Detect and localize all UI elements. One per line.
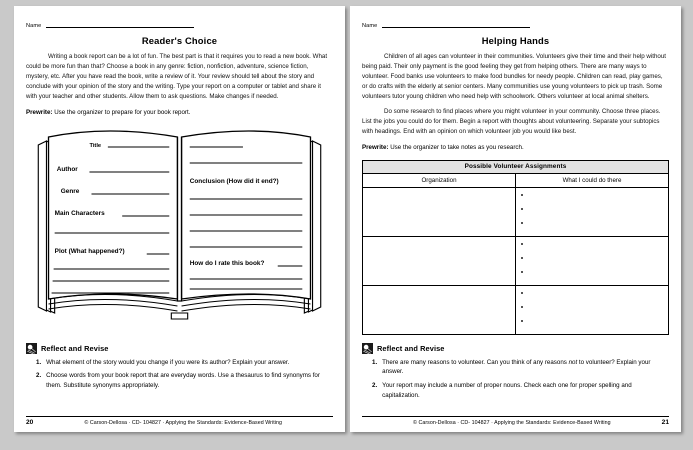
- organizer-field-rating: How do I rate this book?: [189, 259, 265, 267]
- list-item: [372, 358, 669, 377]
- table-caption-row: [363, 160, 669, 173]
- page-number: 20: [26, 419, 34, 426]
- bullet-item[interactable]: [521, 219, 668, 233]
- name-field-row: [26, 16, 333, 29]
- question-text: [382, 358, 669, 377]
- tasks-cell[interactable]: [516, 187, 669, 236]
- bullet-list: [521, 240, 668, 282]
- page-reader-choice: [14, 6, 345, 432]
- column-header-what-i-could-do: What I could do there: [516, 173, 669, 187]
- page-title: Reader's Choice: [141, 35, 218, 46]
- table-header-row: [363, 173, 669, 187]
- list-item: [372, 381, 669, 400]
- question-number: 1.: [372, 358, 378, 366]
- reflect-questions-left: [26, 358, 333, 395]
- tasks-cell[interactable]: [516, 236, 669, 285]
- intro-paragraph-1: Children of all ages can volunteer in their communities. Volunteers give their time and their help without being paid. Their only payment is the good feeling they get from helping others. There are many ways to volunteer. Food banks use volunteers to make food bundles for needy people. Children can read, play games, or do crafts with the elderly at senior centers. Many communities use young volunteers to pick up trash. Some volunteers tutor young children who need help with schoolwork. Others volunteer at local animal shelters.: [362, 53, 667, 101]
- bullet-item[interactable]: [521, 240, 668, 254]
- prewrite-label: Prewrite:: [362, 144, 389, 152]
- page-title: Helping Hands: [481, 35, 550, 46]
- volunteer-assignments-table[interactable]: [362, 160, 669, 335]
- bullet-item[interactable]: [521, 317, 668, 331]
- pencil-starburst-icon: [26, 343, 37, 354]
- question-emphasis: not: [568, 358, 578, 366]
- bullet-list: [521, 191, 668, 233]
- pencil-starburst-icon: [362, 343, 373, 354]
- bullet-item[interactable]: [521, 191, 668, 205]
- question-number: 1.: [36, 358, 42, 366]
- footer-credit: © Carson-Dellosa · CD- 104827 · Applying the Standards: Evidence-Based Writing: [84, 419, 282, 426]
- prewrite-line: [362, 143, 669, 152]
- question-text-after: to volunteer? Explain your answer.: [382, 358, 651, 376]
- footer-right: [362, 416, 669, 426]
- book-organizer-graphic[interactable]: [26, 123, 333, 335]
- name-label: Name: [362, 23, 378, 29]
- prewrite-text: Use the organizer to take notes as you research.: [390, 144, 524, 152]
- tasks-cell[interactable]: [516, 285, 669, 334]
- organization-cell[interactable]: [363, 285, 516, 334]
- organizer-field-genre: Genre: [60, 187, 80, 195]
- reflect-questions-right: [362, 358, 669, 404]
- reflect-heading-right: Reflect and Revise: [377, 343, 445, 353]
- bullet-item[interactable]: [521, 289, 668, 303]
- name-write-line[interactable]: [382, 27, 530, 28]
- organizer-title-label: Title: [89, 142, 102, 149]
- question-number: 2.: [372, 381, 378, 389]
- list-item: [36, 371, 333, 390]
- organizer-field-author: Author: [56, 165, 78, 173]
- bullet-item[interactable]: [521, 254, 668, 268]
- organizer-field-plot: Plot (What happened?): [54, 247, 125, 255]
- bullet-item[interactable]: [521, 303, 668, 317]
- list-item: [36, 358, 333, 368]
- question-text: Choose words from your book report that are everyday words. Use a thesaurus to find synonyms for them. Substitute synonyms appropriately.: [46, 372, 320, 389]
- prewrite-line: [26, 108, 333, 117]
- prewrite-label: Prewrite:: [26, 109, 53, 117]
- question-text: Your report may include a number of proper nouns. Check each one for proper spelling and capitalization.: [382, 381, 632, 399]
- organizer-field-conclusion: Conclusion (How did it end?): [189, 177, 279, 185]
- organizer-field-main-characters: Main Characters: [54, 209, 105, 217]
- column-header-organization: Organization: [363, 173, 516, 187]
- footer-left: [26, 416, 333, 426]
- bullet-item[interactable]: [521, 205, 668, 219]
- bullet-item[interactable]: [521, 268, 668, 282]
- table-row[interactable]: [363, 236, 669, 285]
- question-text: What element of the story would you change if you were its author? Explain your answer.: [46, 358, 290, 366]
- reflect-and-revise-header-right: [362, 343, 669, 354]
- footer-credit: © Carson-Dellosa · CD- 104827 · Applying the Standards: Evidence-Based Writing: [413, 419, 611, 426]
- name-label: Name: [26, 23, 42, 29]
- question-number: 2.: [36, 372, 42, 380]
- prewrite-text: Use the organizer to prepare for your book report.: [54, 109, 191, 117]
- name-field-row: [362, 16, 669, 29]
- organization-cell[interactable]: [363, 187, 516, 236]
- intro-paragraph-2: Do some research to find places where you might volunteer in your community. Choose three places. List the jobs you could do for them. Begin a report with thoughts about volunteering. Separate your subtopics with headings. End with an opinion on which volunteer job you would like best.: [362, 108, 661, 136]
- bullet-list: [521, 289, 668, 331]
- organization-cell[interactable]: [363, 236, 516, 285]
- table-row[interactable]: [363, 285, 669, 334]
- table-row[interactable]: [363, 187, 669, 236]
- reflect-and-revise-header-left: [26, 343, 333, 354]
- reflect-heading-left: Reflect and Revise: [41, 343, 109, 353]
- question-text-before: There are many reasons to volunteer. Can you think of any reasons: [382, 358, 569, 366]
- intro-paragraph: Writing a book report can be a lot of fun. The best part is that it requires you to read a new book. What could be more fun than that? Choose a book in any genre: fiction, nonfiction, adventure, science fiction, mystery, etc. After you have read the book, write a review of it. Your review should tell about the story and conclude with your opinion of the story and the writing. Type your report on a computer or tablet and share it with your teacher and other students. Allow them to ask questions. Make changes if needed.: [26, 53, 328, 101]
- table-caption: Possible Volunteer Assignments: [363, 160, 669, 173]
- name-write-line[interactable]: [46, 27, 194, 28]
- page-helping-hands: [350, 6, 681, 432]
- book-organizer-svg: [26, 123, 333, 335]
- page-number: 21: [661, 419, 669, 426]
